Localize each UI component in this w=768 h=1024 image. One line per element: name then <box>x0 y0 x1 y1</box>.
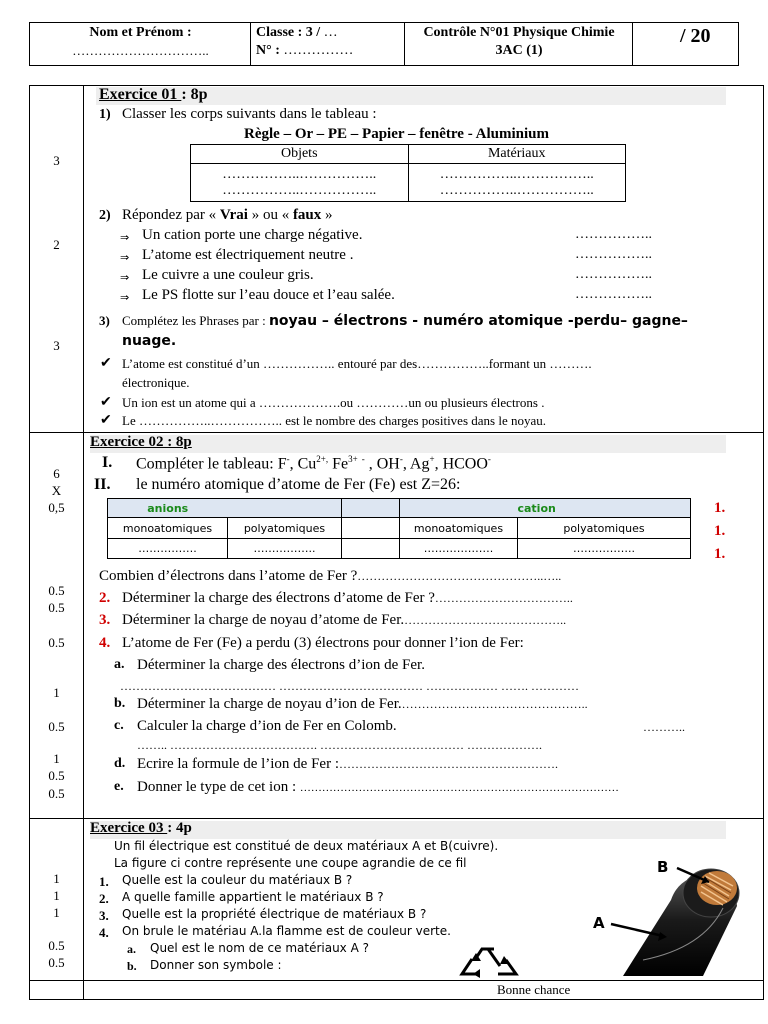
class-field[interactable]: … <box>320 25 338 40</box>
checkmark-icon: ✔ <box>100 356 112 371</box>
ex2-qc-num: c. <box>114 718 124 733</box>
score-ex2-3: 0,5 <box>48 500 65 515</box>
number-field[interactable]: …………… <box>279 43 354 58</box>
ex3-q1-num: 1. <box>99 874 109 889</box>
fill-sentence-1: L’atome est constitué d’un …………….. entouré par des……………..formant un ………. <box>122 356 592 371</box>
header-cation: cation <box>517 499 690 518</box>
ex2-q2: Déterminer la charge des électrons d’atome de Fer ?…………………………….. <box>122 590 573 606</box>
class-cell <box>251 23 405 65</box>
score-ex2-6: 0.5 <box>48 635 65 650</box>
ion-table <box>107 498 691 559</box>
score-ex3-2: 1 <box>53 888 60 903</box>
ex2-qa-answer[interactable]: ………………………………… ……………………………… ……………… ……. ………… <box>120 679 579 693</box>
ex2-q3-num: 3. <box>99 612 111 628</box>
fill-sentence-2: Un ion est un atome qui a ……………….ou …………un ou plusieurs électrons . <box>122 395 545 410</box>
class-label: Classe : 3 / <box>256 25 321 40</box>
section-divider-2 <box>30 818 763 819</box>
ex2-qc: Calculer la charge d’ion de Fer en Colomb. <box>137 718 397 734</box>
ex2-q2-num: 2. <box>99 590 111 606</box>
ex3-q3: Quelle est la propriété électrique de matériaux B ? <box>122 907 427 921</box>
ex1-items-list: Règle – Or – PE – Papier – fenêtre - Aluminium <box>244 126 549 142</box>
score-ex3-1: 1 <box>53 871 60 886</box>
ex2-qd: Ecrire la formule de l’ion de Fer :………………………………………………. <box>137 756 559 772</box>
statement-4: Le PS flotte sur l’eau douce et l’eau salée. <box>142 287 395 303</box>
ex1-q3-num: 3) <box>99 313 110 328</box>
name-field[interactable]: ………………………….. <box>72 43 209 58</box>
cation-mono-answer[interactable]: ………………. <box>399 539 517 559</box>
arrow-icon: ⇒ <box>120 291 130 304</box>
answer-3[interactable]: …………….. <box>575 267 652 282</box>
side-mark-3: 1. <box>714 546 726 562</box>
ex1-q1-text: Classer les corps suivants dans le tableau : <box>122 106 377 122</box>
statement-3: Le cuivre a une couleur gris. <box>142 267 314 283</box>
ex2-q4: L’atome de Fer (Fe) a perdu (3) électrons pour donner l’ion de Fer: <box>122 635 524 651</box>
materiaux-answer-cell[interactable]: ……………..…………….. ……………..…………….. <box>408 164 626 202</box>
ex2-q3: Déterminer la charge de noyau d’atome de Fer.………………………………….. <box>122 612 567 628</box>
name-cell <box>30 23 251 65</box>
answer-1[interactable]: …………….. <box>575 227 652 242</box>
exam-level: 3AC (1) <box>495 43 543 58</box>
ex3-q4-num: 4. <box>99 925 109 940</box>
title-cell <box>405 23 633 65</box>
ex3-qb-num: b. <box>127 959 137 973</box>
fill-sentence-3: Le ……………..…………….. est le nombre des charges positives dans le noyau. <box>122 413 546 428</box>
ex1-title: Exercice 01 : 8p <box>99 86 208 103</box>
ex3-qa-num: a. <box>127 942 136 956</box>
ex2-qb: Déterminer la charge de noyau d’ion de Fer.……………………………………….. <box>137 696 588 712</box>
ex3-q3-num: 3. <box>99 908 109 923</box>
score-ex2-5: 0.5 <box>48 600 65 615</box>
ex2-title: Exercice 02 : 8p <box>90 434 192 450</box>
cation-poly-header: polyatomiques <box>517 518 690 539</box>
section-divider-1 <box>30 432 763 433</box>
ex2-qa: Déterminer la charge des électrons d’ion de Fer. <box>137 657 425 673</box>
anion-poly-answer[interactable]: …………….. <box>227 539 341 559</box>
ex3-q2-num: 2. <box>99 891 109 906</box>
anion-mono-answer[interactable]: ……………. <box>108 539 228 559</box>
ex3-title: Exercice 03 : 4p <box>90 820 192 836</box>
footer-bonne-chance: Bonne chance <box>497 982 571 997</box>
arrow-icon: ⇒ <box>120 271 130 284</box>
section-divider-3 <box>30 980 763 981</box>
anion-poly-header: polyatomiques <box>227 518 341 539</box>
ex1-q3-text: Complétez les Phrases par : noyau – électrons - numéro atomique -perdu– gagne– <box>122 313 688 329</box>
ex2-q1: Combien d’électrons dans l’atome de Fer ?………………………………………..….. <box>99 568 562 584</box>
score-ex2-2: X <box>51 483 62 498</box>
anion-mono-header: monoatomiques <box>108 518 228 539</box>
checkmark-icon: ✔ <box>100 413 112 428</box>
score-ex2-8: 0.5 <box>48 719 65 734</box>
score-ex2-10: 0.5 <box>48 768 65 783</box>
score-ex3-4: 0.5 <box>48 938 65 953</box>
ex1-q2-num: 2) <box>99 208 111 223</box>
ex3-q2: A quelle famille appartient le matériaux B ? <box>122 890 384 904</box>
total-score: / 20 <box>680 25 711 47</box>
ex3-intro-2: La figure ci contre représente une coupe agrandie de ce fil <box>114 856 467 870</box>
ex1-classify-table <box>190 144 626 202</box>
statement-2: L’atome est électriquement neutre . <box>142 247 354 263</box>
number-label: N° : <box>256 43 280 58</box>
header-box <box>29 22 739 66</box>
score-column-divider <box>83 86 84 999</box>
score-ex3-3: 1 <box>53 905 60 920</box>
score-ex2-1: 6 <box>53 466 60 481</box>
ex2-qc-answer-2[interactable]: …….. ………………………………. ……………………………… ………………. <box>137 738 542 752</box>
arrow-icon: ⇒ <box>120 231 130 244</box>
name-label: Nom et Prénom : <box>89 25 192 40</box>
ex1-q1-num: 1) <box>99 107 111 122</box>
ex2-II-text: le numéro atomique d’atome de Fer (Fe) est Z=26: <box>136 476 461 493</box>
statement-1: Un cation porte une charge négative. <box>142 227 363 243</box>
exam-body <box>29 85 764 1000</box>
label-a: A <box>593 914 605 932</box>
ex1-q3-words-end: nuage. <box>122 333 177 349</box>
ex1-q2-text: Répondez par « Vrai » ou « faux » <box>122 207 333 223</box>
answer-4[interactable]: …………….. <box>575 287 652 302</box>
ex3-q4: On brule le matériau A.la flamme est de couleur verte. <box>122 924 451 938</box>
ex2-II-num: II. <box>94 476 111 493</box>
fill-sentence-1-end: électronique. <box>122 375 190 390</box>
score-ex2-9: 1 <box>53 751 60 766</box>
col-objets: Objets <box>191 145 409 164</box>
score-ex2-11: 0.5 <box>48 786 65 801</box>
ex3-qb: Donner son symbole : <box>150 958 282 972</box>
ex2-qd-num: d. <box>114 756 126 771</box>
ex3-q1: Quelle est la couleur du matériaux B ? <box>122 873 353 887</box>
answer-2[interactable]: …………….. <box>575 247 652 262</box>
score-ex2-4: 0.5 <box>48 583 65 598</box>
ex2-q4-num: 4. <box>99 635 111 651</box>
cation-mono-header: monoatomiques <box>399 518 517 539</box>
ex3-qa: Quel est le nom de ce matériaux A ? <box>150 941 369 955</box>
ex2-I-text: Compléter le tableau: F-, $Cu^{2+,}$ $Fe^{3+}$ - , OH-, Ag+, HCOO- <box>136 454 491 473</box>
objets-answer-cell[interactable]: ……………..…………….. ……………..…………….. <box>191 164 409 202</box>
ex2-qa-num: a. <box>114 657 125 672</box>
header-anions: anions <box>108 499 228 518</box>
ex2-qe-num: e. <box>114 779 124 794</box>
checkmark-icon: ✔ <box>100 395 112 410</box>
recycle-symbol-icon <box>454 946 522 978</box>
cation-poly-answer[interactable]: …………….. <box>517 539 690 559</box>
col-materiaux: Matériaux <box>408 145 626 164</box>
score-ex3-5: 0.5 <box>48 955 65 970</box>
ex2-I-num: I. <box>102 454 113 471</box>
label-b: B <box>657 858 669 876</box>
side-mark-2: 1. <box>714 523 726 539</box>
score-ex1-q3: 3 <box>53 338 60 353</box>
side-mark-1: 1. <box>714 500 726 516</box>
ex2-qb-num: b. <box>114 696 126 711</box>
arrow-icon: ⇒ <box>120 251 130 264</box>
cable-cross-section-figure <box>553 848 749 976</box>
score-ex2-7: 1 <box>53 685 60 700</box>
ex2-qc-answer-1[interactable]: ……….. <box>643 720 685 734</box>
ex3-intro-1: Un fil électrique est constitué de deux matériaux A et B(cuivre). <box>114 839 499 853</box>
score-ex1-q1: 3 <box>53 153 60 168</box>
score-ex1-q2: 2 <box>53 237 60 252</box>
exam-title: Contrôle N°01 Physique Chimie <box>423 25 615 40</box>
ex2-qe: Donner le type de cet ion : …………………………………………………………………………… <box>137 779 619 795</box>
